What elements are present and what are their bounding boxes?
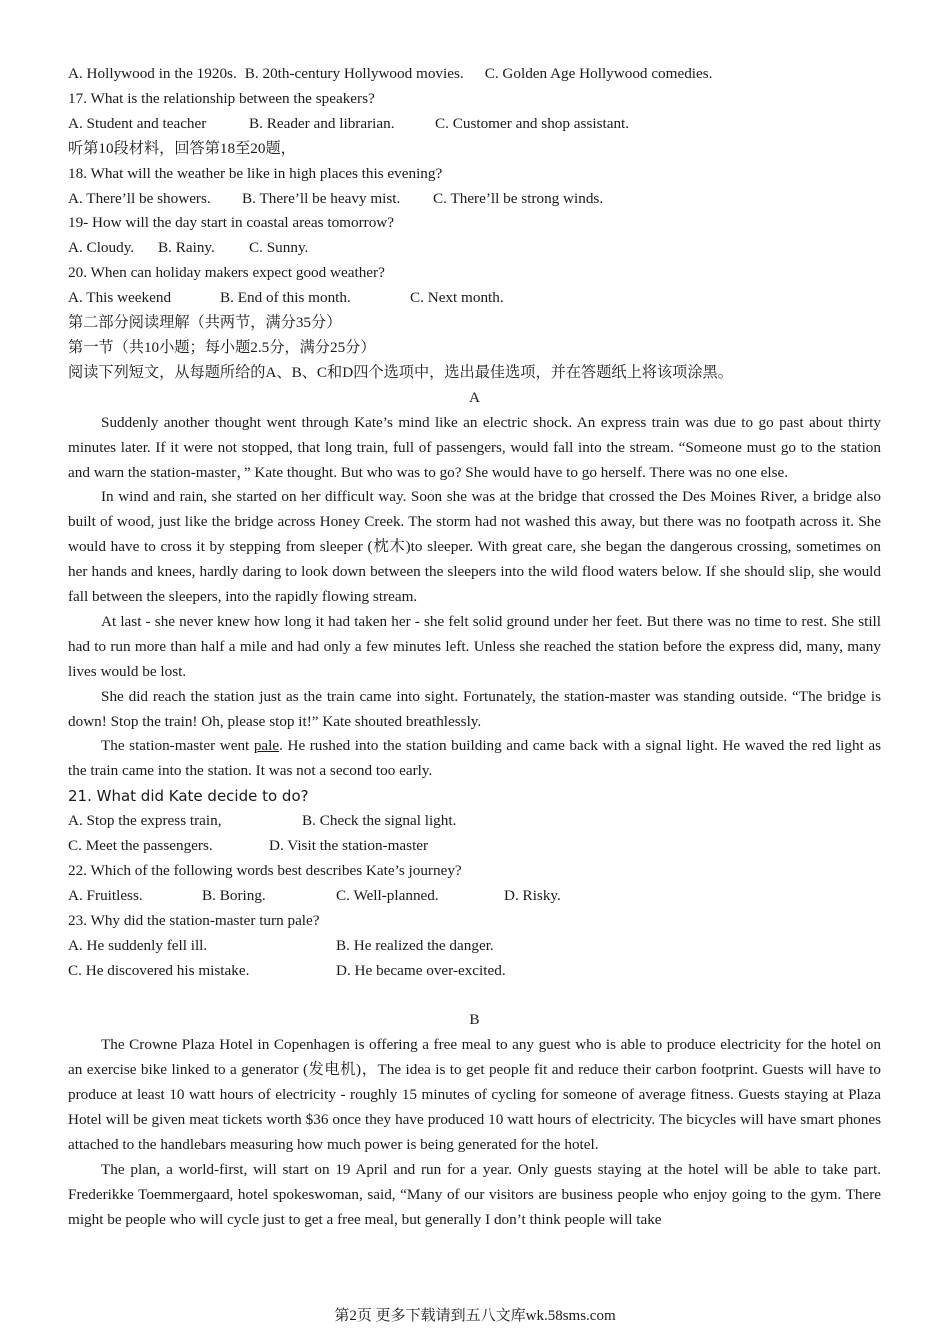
passage-a-paragraph-5 [68,734,881,784]
p5-text-before: The station-master went [101,737,254,755]
reading-instructions: 阅读下列短文，从每题所给的A、B、C和D四个选项中，选出最佳选项，并在答题纸上将该项涂黑。 [68,363,733,381]
option-d: D. He became over-excited. [336,961,506,979]
q21-options-row1 [68,809,881,834]
exam-page [68,62,881,1233]
option-b: B. Rainy. [158,239,215,257]
q19-stem: 19- How will the day start in coastal areas tomorrow? [68,214,395,232]
option-d: D. Visit the station-master [269,837,429,855]
option-d: D. Risky. [504,886,561,904]
section1-title: 第一节（共10小题；每小题2.5分，满分25分） [68,338,376,356]
option-b: B. Reader and librarian. [249,114,395,132]
part2-title: 第二部分阅读理解（共两节，满分35分） [68,314,342,332]
option-a: A. Student and teacher [68,114,207,132]
passage-b-paragraph-2: The plan, a world-first, will start on 19 April and run for a year. Only guests staying at the hotel will be able to take part. Frederikke Toemmergaard, hotel spokeswoman, said, “Many of our visitors are business people who enjoy going to the gym. There might be people who will cycle just to get a free meal, but generally I don’t think people will take [68,1160,881,1228]
option-b: B. Check the signal light. [302,812,457,830]
q20-options [68,286,881,311]
passage-a-paragraph-2: In wind and rain, she started on her difficult way. Soon she was at the bridge that crossed the Des Moines River, a bridge also built of wood, just like the bridge across Honey Creek. The storm had not washed this away, but there was no footpath across it. She would have to cross it by stepping from sleeper (枕木)to sleeper. With great care, she began the dangerous crossing, sometimes on her hands and knees, hardly daring to look down between the sleepers into the wild flood waters below. If she should slip, she would fall between the sleepers, into the rapidly flowing stream. [68,488,881,606]
option-c: C. Customer and shop assistant. [435,114,630,132]
q17-options [68,112,881,137]
q22-options [68,884,881,909]
q21-stem: 21. What did Kate decide to do? [68,787,309,806]
option-b: B. There’ll be heavy mist. [242,189,401,207]
option-a: A. There’ll be showers. [68,189,211,207]
option-b: B. End of this month. [220,289,351,307]
option-c: C. Well-planned. [336,886,439,904]
option-a: A. Stop the express train, [68,812,222,830]
option-b: B. 20th-century Hollywood movies. [244,65,464,82]
option-a: A. Hollywood in the 1920s. [68,65,237,82]
option-c: C. Meet the passengers. [68,837,213,855]
passage-a-paragraph-3: At last - she never knew how long it had taken her - she felt solid ground under her feet. But there was no time to rest. She still had to run more than half a mile and had only a few minutes left. Unless she reached the station before the express did, many, many lives would be lost. [68,612,881,680]
passage-b-heading: B [469,1011,480,1029]
underlined-word: pale [253,737,280,755]
q21-options-row2 [68,834,881,859]
option-c: C. Next month. [410,289,504,307]
q23-options-row1 [68,934,881,959]
page-footer: 第2页 更多下载请到五八文库wk.58sms.com [334,1308,616,1324]
q22-stem: 22. Which of the following words best describes Kate’s journey? [68,862,462,879]
q18-stem: 18. What will the weather be like in high places this evening? [68,164,443,182]
option-c: C. Golden Age Hollywood comedies. [484,65,713,82]
q16-options [68,62,881,87]
option-c: C. There’ll be strong winds. [433,189,604,207]
passage-a-paragraph-4: She did reach the station just as the train came into sight. Fortunately, the station-master was standing outside. “The bridge is down! Stop the train! Oh, please stop it!” Kate shouted breathlessly. [68,687,881,730]
p5-text-after: . He rushed into the station building and came back with a signal light. He waved the red light as the train came into the station. It was not a second too early. [68,737,881,780]
passage-a-heading: A [469,388,480,406]
passage-a-paragraph-1: Suddenly another thought went through Kate’s mind like an electric shock. An express train was due to go past about thirty minutes later. If it were not stopped, that long train, full of passengers, would fall into the stream. “Someone must go to the station and warn the station-master，” Kate thought. But who was to go? She would have to go herself. There was no one else. [68,413,881,481]
q20-stem: 20. When can holiday makers expect good weather? [68,264,385,282]
option-b: B. He realized the danger. [336,936,494,954]
option-a: A. This weekend [68,289,172,307]
option-c: C. He discovered his mistake. [68,961,250,979]
option-a: A. Cloudy. [68,239,135,257]
option-a: A. Fruitless. [68,886,143,904]
option-c: C. Sunny. [249,239,309,257]
option-a: A. He suddenly fell ill. [68,936,208,954]
q19-options [68,236,881,261]
q18-options [68,187,881,212]
option-b: B. Boring. [202,886,266,904]
listening-10-instruction: 听第10段材料，回答第18至20题， [68,139,296,157]
q17-stem: 17. What is the relationship between the speakers? [68,89,375,107]
passage-b-paragraph-1: The Crowne Plaza Hotel in Copenhagen is offering a free meal to any guest who is able to produce electricity for the hotel on an exercise bike linked to a generator (发电机)，The idea is to get people fit and reduce their carbon footprint. Guests will have to produce at least 10 watt hours of electricity - roughly 15 minutes of cycling for someone of average fitness. Guests staying at Plaza Hotel will be given meat tickets worth $36 once they have produced 10 watt hours of electricity. The bicycles will have smart phones attached to the handlebars measuring how much power is being generated for the hotel. [68,1036,881,1153]
q23-options-row2 [68,959,881,984]
q23-stem: 23. Why did the station-master turn pale? [68,911,320,929]
spacer [68,984,881,1009]
